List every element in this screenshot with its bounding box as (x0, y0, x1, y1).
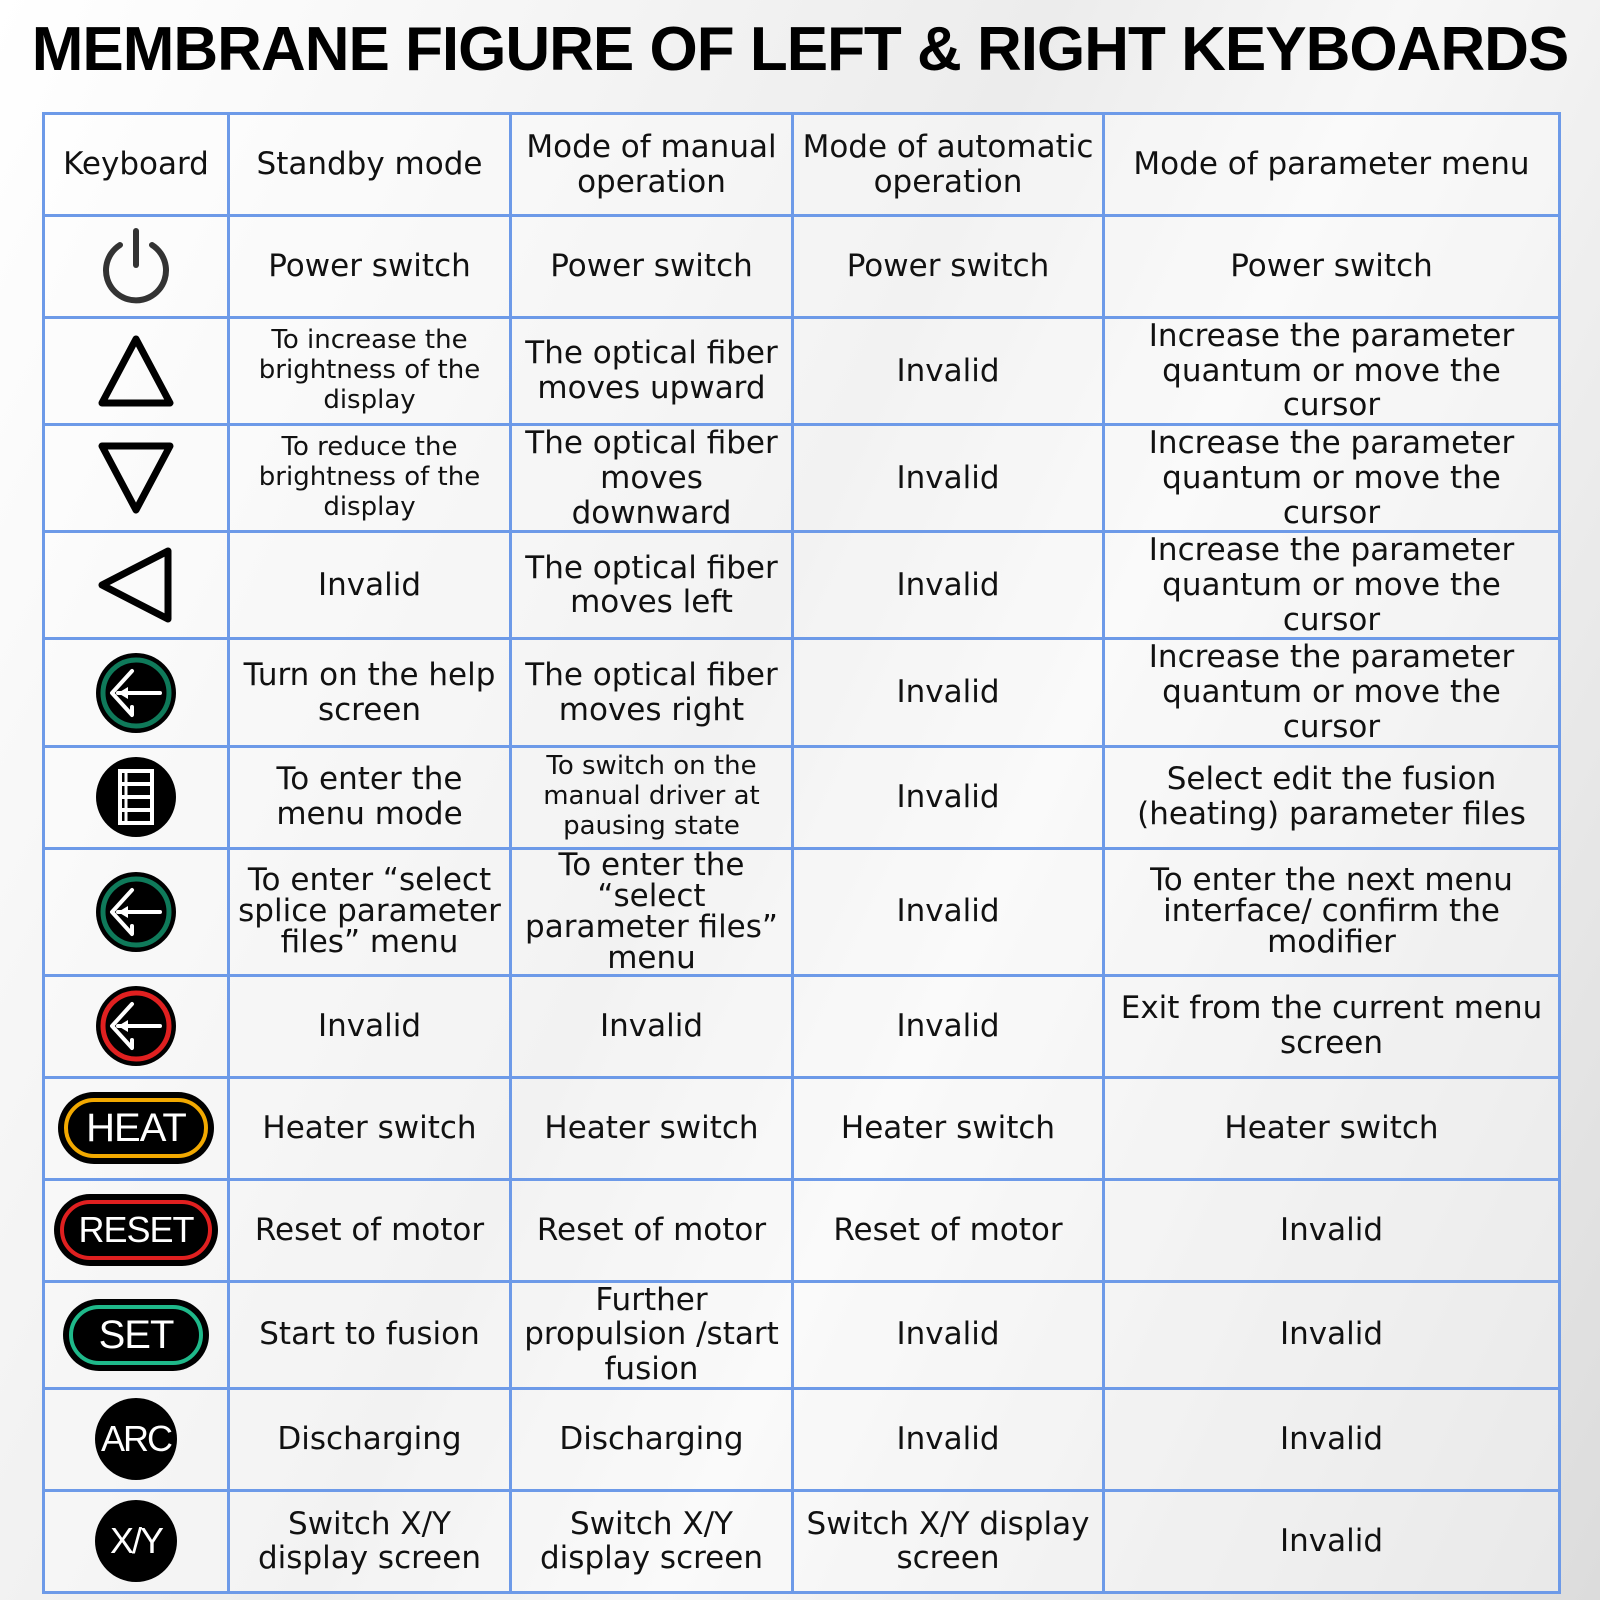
header-auto: Mode of automatic operation (793, 114, 1104, 216)
table-row (44, 1077, 1560, 1179)
cell-manual: The optical fiber moves left (511, 532, 793, 639)
key-cell (44, 532, 229, 639)
key-cell (44, 425, 229, 532)
cell-standby: Switch X/Y display screen (229, 1490, 511, 1592)
cell-param: To enter the next menu interface/ confirm the modifier (1104, 848, 1560, 975)
cell-manual: The optical fiber moves right (511, 639, 793, 746)
key-cell (44, 746, 229, 848)
cell-manual: To switch on the manual driver at pausing state (511, 746, 793, 848)
cell-param: Select edit the fusion (heating) parameter files (1104, 746, 1560, 848)
cell-auto: Invalid (793, 639, 1104, 746)
reset-key (54, 1194, 217, 1266)
triangle-up-icon (96, 333, 176, 409)
cell-auto: Heater switch (793, 1077, 1104, 1179)
cell-auto: Reset of motor (793, 1179, 1104, 1281)
cell-manual: The optical fiber moves downward (511, 425, 793, 532)
cell-manual: Power switch (511, 216, 793, 318)
green-enter-icon (94, 870, 178, 954)
page-title: MEMBRANE FIGURE OF LEFT & RIGHT KEYBOARDS (31, 15, 1569, 84)
cell-standby: Discharging (229, 1388, 511, 1490)
xy-key: X/Y (95, 1500, 177, 1582)
cell-auto: Power switch (793, 216, 1104, 318)
green-enter-icon (94, 651, 178, 735)
cell-standby: Power switch (229, 216, 511, 318)
table-row (44, 848, 1560, 975)
cell-manual: The optical fiber moves upward (511, 318, 793, 425)
table-row (44, 532, 1560, 639)
key-cell (44, 216, 229, 318)
cell-standby: Invalid (229, 532, 511, 639)
table-header-row (44, 114, 1560, 216)
cell-param: Increase the parameter quantum or move the cursor (1104, 318, 1560, 425)
table-row (44, 639, 1560, 746)
cell-param: Increase the parameter quantum or move the cursor (1104, 532, 1560, 639)
keyboard-table (42, 112, 1561, 1594)
cell-param: Power switch (1104, 216, 1560, 318)
table-row (44, 216, 1560, 318)
table-row (44, 425, 1560, 532)
key-cell (44, 975, 229, 1077)
table-row (44, 975, 1560, 1077)
set-key (63, 1299, 210, 1371)
cell-param: Increase the parameter quantum or move the cursor (1104, 639, 1560, 746)
cell-manual: Further propulsion /start fusion (511, 1281, 793, 1388)
table-row (44, 1179, 1560, 1281)
cell-auto: Invalid (793, 848, 1104, 975)
key-cell (44, 1388, 229, 1490)
heat-key-label: HEAT (64, 1098, 208, 1158)
cell-auto: Invalid (793, 318, 1104, 425)
cell-manual: Discharging (511, 1388, 793, 1490)
cell-auto: Switch X/Y display screen (793, 1490, 1104, 1592)
reset-key-label: RESET (60, 1200, 211, 1260)
cell-standby: Turn on the help screen (229, 639, 511, 746)
cell-auto: Invalid (793, 975, 1104, 1077)
red-enter-icon (94, 984, 178, 1068)
key-cell (44, 1281, 229, 1388)
header-keyboard: Keyboard (44, 114, 229, 216)
cell-auto: Invalid (793, 1281, 1104, 1388)
set-key-label: SET (69, 1305, 204, 1365)
cell-standby: Invalid (229, 975, 511, 1077)
cell-standby: To increase the brightness of the display (229, 318, 511, 425)
cell-standby: To enter “select splice parameter files” menu (229, 848, 511, 975)
menu-icon (94, 755, 178, 839)
cell-manual: Switch X/Y display screen (511, 1490, 793, 1592)
cell-auto: Invalid (793, 425, 1104, 532)
cell-standby: Reset of motor (229, 1179, 511, 1281)
table-row (44, 746, 1560, 848)
key-cell (44, 848, 229, 975)
header-param: Mode of parameter menu (1104, 114, 1560, 216)
table-row (44, 318, 1560, 425)
key-cell (44, 1077, 229, 1179)
cell-param: Invalid (1104, 1179, 1560, 1281)
cell-manual: Reset of motor (511, 1179, 793, 1281)
cell-param: Invalid (1104, 1281, 1560, 1388)
cell-auto: Invalid (793, 532, 1104, 639)
header-manual: Mode of manual operation (511, 114, 793, 216)
table-row (44, 1490, 1560, 1592)
key-cell (44, 639, 229, 746)
heat-key (58, 1092, 214, 1164)
cell-param: Heater switch (1104, 1077, 1560, 1179)
cell-standby: Start to fusion (229, 1281, 511, 1388)
cell-param: Invalid (1104, 1388, 1560, 1490)
cell-manual: To enter the “select parameter files” menu (511, 848, 793, 975)
cell-auto: Invalid (793, 746, 1104, 848)
cell-manual: Invalid (511, 975, 793, 1077)
cell-param: Increase the parameter quantum or move the cursor (1104, 425, 1560, 532)
cell-standby: Heater switch (229, 1077, 511, 1179)
triangle-left-icon (96, 545, 176, 625)
cell-param: Invalid (1104, 1490, 1560, 1592)
cell-standby: To enter the menu mode (229, 746, 511, 848)
key-cell (44, 1179, 229, 1281)
triangle-down-icon (96, 440, 176, 516)
cell-manual: Heater switch (511, 1077, 793, 1179)
table-row (44, 1388, 1560, 1490)
key-cell (44, 318, 229, 425)
power-icon (98, 227, 174, 307)
cell-auto: Invalid (793, 1388, 1104, 1490)
cell-param: Exit from the current menu screen (1104, 975, 1560, 1077)
cell-standby: To reduce the brightness of the display (229, 425, 511, 532)
table-row (44, 1281, 1560, 1388)
header-standby: Standby mode (229, 114, 511, 216)
arc-key: ARC (95, 1398, 177, 1480)
key-cell (44, 1490, 229, 1592)
